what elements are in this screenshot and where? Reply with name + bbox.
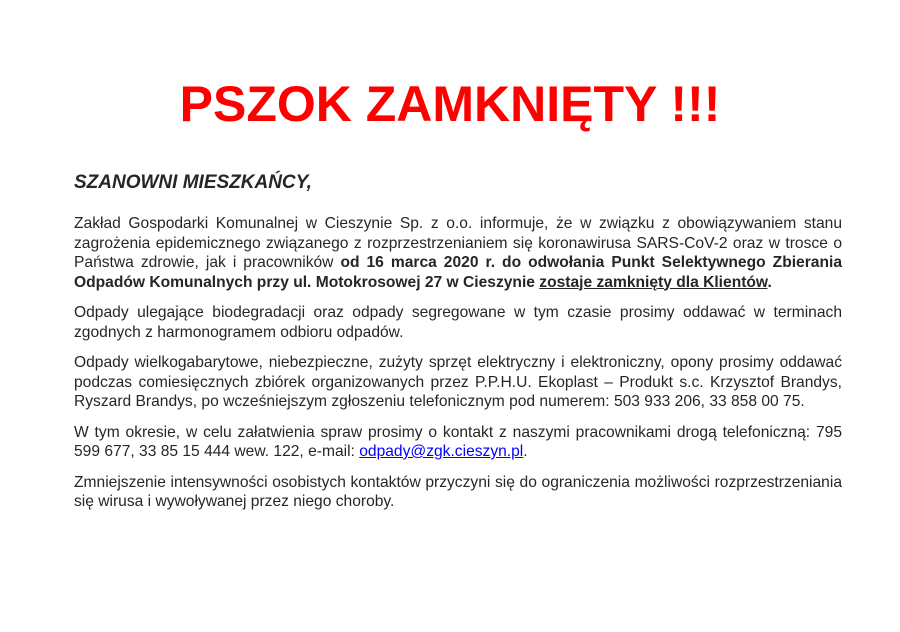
email-link[interactable]: odpady@zgk.cieszyn.pl (359, 443, 524, 460)
closure-notice-text: Zakład Gospodarki Komunalnej w Cieszynie Sp. z o.o. informuje, że w związku z obowiązywaniem stanu zagrożenia epidemicznego związanego z rozprzestrzenianiem się koronawirusa SARS-CoV-2 oraz w trosce o Państwa zdrowie, jak i pracowników (74, 215, 842, 271)
closure-notice-bold: od 16 marca 2020 r. do odwołania Punkt Selektywnego Zbierania Odpadów Komunalnych przy ul. Motokrosowej 27 w Cieszynie (74, 254, 842, 291)
document-body (74, 214, 842, 523)
contact-text: W tym okresie, w celu załatwienia spraw prosimy o kontakt z naszymi pracownikami drogą telefoniczną: 795 599 677, 33 85 15 444 wew. 122, e-mail: (74, 423, 842, 460)
paragraph-reduce-contacts: Zmniejszenie intensywności osobistych kontaktów przyczyni się do ograniczenia możliwości rozprzestrzeniania się wirusa i wywoływanej przez niego choroby. (74, 473, 842, 510)
contact-text-end: . (523, 443, 528, 460)
paragraph-bulky-waste: Odpady wielkogabarytowe, niebezpieczne, zużyty sprzęt elektryczny i elektroniczny, opony prosimy oddawać podczas comiesięcznych zbiórek organizowanych przez P.P.H.U. Ekoplast – Produkt s.c. Krzysztof Brandys, Ryszard Brandys, po wcześniejszym zgłoszeniu telefonicznym pod numerem: 503 933 206, 33 858 00 75. (74, 354, 842, 410)
paragraph-closure-notice (74, 214, 842, 292)
page-title: PSZOK ZAMKNIĘTY !!! (179, 76, 721, 132)
paragraph-contact (74, 423, 842, 462)
paragraph-biodegradable-waste: Odpady ulegające biodegradacji oraz odpady segregowane w tym czasie prosimy oddawać w terminach zgodnych z harmonogramem odbioru odpadów. (74, 304, 842, 341)
closure-notice-end: . (767, 273, 772, 291)
closure-notice-underlined: zostaje zamknięty dla Klientów (539, 273, 768, 291)
greeting-heading: SZANOWNI MIESZKAŃCY, (74, 172, 312, 193)
